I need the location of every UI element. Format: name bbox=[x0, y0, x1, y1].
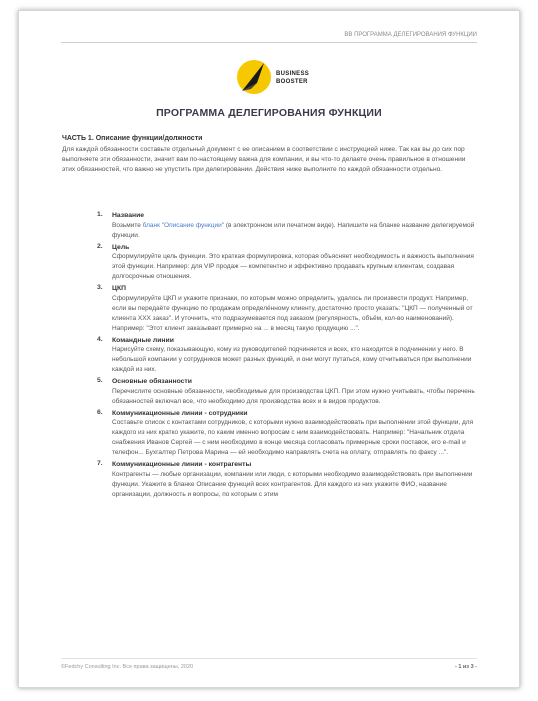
item-heading: ЦКП bbox=[112, 285, 126, 292]
page-header bbox=[61, 32, 477, 43]
item-number: 7. bbox=[97, 460, 103, 467]
document-title: ПРОГРАММА ДЕЛЕГИРОВАНИЯ ФУНКЦИИ bbox=[156, 107, 382, 119]
section-title: ЧАСТЬ 1. Описание функции/должности bbox=[62, 135, 203, 142]
list-item bbox=[62, 409, 482, 459]
list-item bbox=[62, 460, 482, 500]
item-number: 3. bbox=[97, 284, 103, 291]
item-text: Перечислите основные обязанности, необходимые для производства ЦКП. При этом нужно учитывать, чтобы перечень обязанностей включал все, что необходимо для производства всех и в видов продуктов. bbox=[112, 387, 475, 405]
page-footer bbox=[61, 658, 477, 673]
item-number: 2. bbox=[97, 242, 103, 250]
list-item bbox=[62, 284, 482, 334]
item-number: 4. bbox=[97, 335, 103, 343]
business-booster-logo bbox=[234, 55, 314, 101]
item-text-post: (в электронном или печатном виде). Напишите на бланке название делегируемой функции. bbox=[112, 221, 475, 239]
item-text: Сформулируйте ЦКП и укажите признаки, по которым можно определить, удалось ли произвести продукт. Например, если вы передаёте функцию по продажам определённому клиенту, достаточно просто указать: "ЦКП — полученный от клиента ХХХ заказ". И уточнить, что подразумевается под заказом (регулярность, объём, кол-во наименований). Например: "Этот клиент заказывает примерно на ... в месяц такую продукцию ...". bbox=[112, 294, 473, 332]
list-item bbox=[62, 211, 482, 241]
list-item bbox=[62, 377, 482, 407]
list-item bbox=[62, 336, 482, 376]
item-text-pre: Возьмите bbox=[112, 221, 143, 229]
item-text bbox=[112, 221, 482, 241]
form-link[interactable]: бланк "Описание функции" bbox=[142, 221, 225, 229]
header-text: BB ПРОГРАММА ДЕЛЕГИРОВАНИЯ ФУНКЦИИ bbox=[344, 32, 477, 38]
copyright-text: ©Fedchy Consulting Inc. Все права защищены, 2020 bbox=[61, 664, 194, 670]
list-item bbox=[62, 243, 482, 283]
logo-line-2: BOOSTER bbox=[276, 79, 308, 85]
item-heading: Коммуникационные линии - сотрудники bbox=[112, 409, 248, 417]
logo-mark-icon bbox=[234, 55, 274, 97]
item-heading: Основные обязанности bbox=[112, 378, 192, 385]
logo-line-1: BUSINESS bbox=[276, 71, 310, 77]
item-text: Контрагенты — любые организации, компании или люди, с которыми необходимо взаимодействовать при выполнении функции. Укажите в бланке Описание функций всех контрагентов. Для каждого из них укажите ФИО, название организации, должность и вопросы, по которым с этим bbox=[112, 470, 473, 498]
document-page bbox=[18, 10, 520, 688]
item-text: Нарисуйте схему, показывающую, кому из руководителей подчиняется и всех, кто находится в подчинении у него. В небольшой компании у сотрудников может разных функций, и они могут путаться, кому отчитываться при выполнении каждой из них. bbox=[112, 346, 472, 373]
item-number: 6. bbox=[97, 408, 103, 416]
logo-text bbox=[276, 70, 309, 86]
page-number: - 1 из 3 - bbox=[454, 664, 477, 670]
item-number: 5. bbox=[97, 377, 103, 384]
item-heading: Название bbox=[112, 212, 145, 219]
item-text: Составьте список с контактами сотрудников, с которыми нужно взаимодействовать при выполнении этой функции, для каждого из них кратко укажите, по каким именно вопросам с ним взаимодействовать. Например: "Начальник отдела снабжения Иванов Сергей — с ним необходимо в конце месяца согласовать примерные сроки поставок, его e-mail и телефон... Бухгалтер Петрова Марина — ей необходимо направлять счета на оплату, отправлять по факсу ...". bbox=[112, 419, 474, 456]
item-heading: Коммуникационные линии - контрагенты bbox=[112, 461, 252, 468]
steps-list bbox=[62, 211, 482, 502]
item-heading: Командные линии bbox=[112, 336, 174, 344]
item-number: 1. bbox=[97, 211, 103, 218]
item-text: Сформулируйте цель функции. Это краткая формулировка, которая объясняет необходимость и важность выполнения этой функции. Например: для VIP продаж — компетентно и эффективно продавать крупным клиентам, создавая долгосрочные отношения. bbox=[112, 253, 474, 280]
item-heading: Цель bbox=[112, 243, 130, 251]
intro-paragraph: Для каждой обязанности составьте отдельный документ с ее описанием в соответствии с инструкцией ниже. Так как вы до сих пор выполняете эти обязанности, значит вам по-настоящему важна для компании, и вы что-то делаете очень правильное в отношении этих обязанностей, что важно не упустить при делегировании. Действия ниже выполните по каждой обязанности отдельно. bbox=[62, 146, 466, 174]
